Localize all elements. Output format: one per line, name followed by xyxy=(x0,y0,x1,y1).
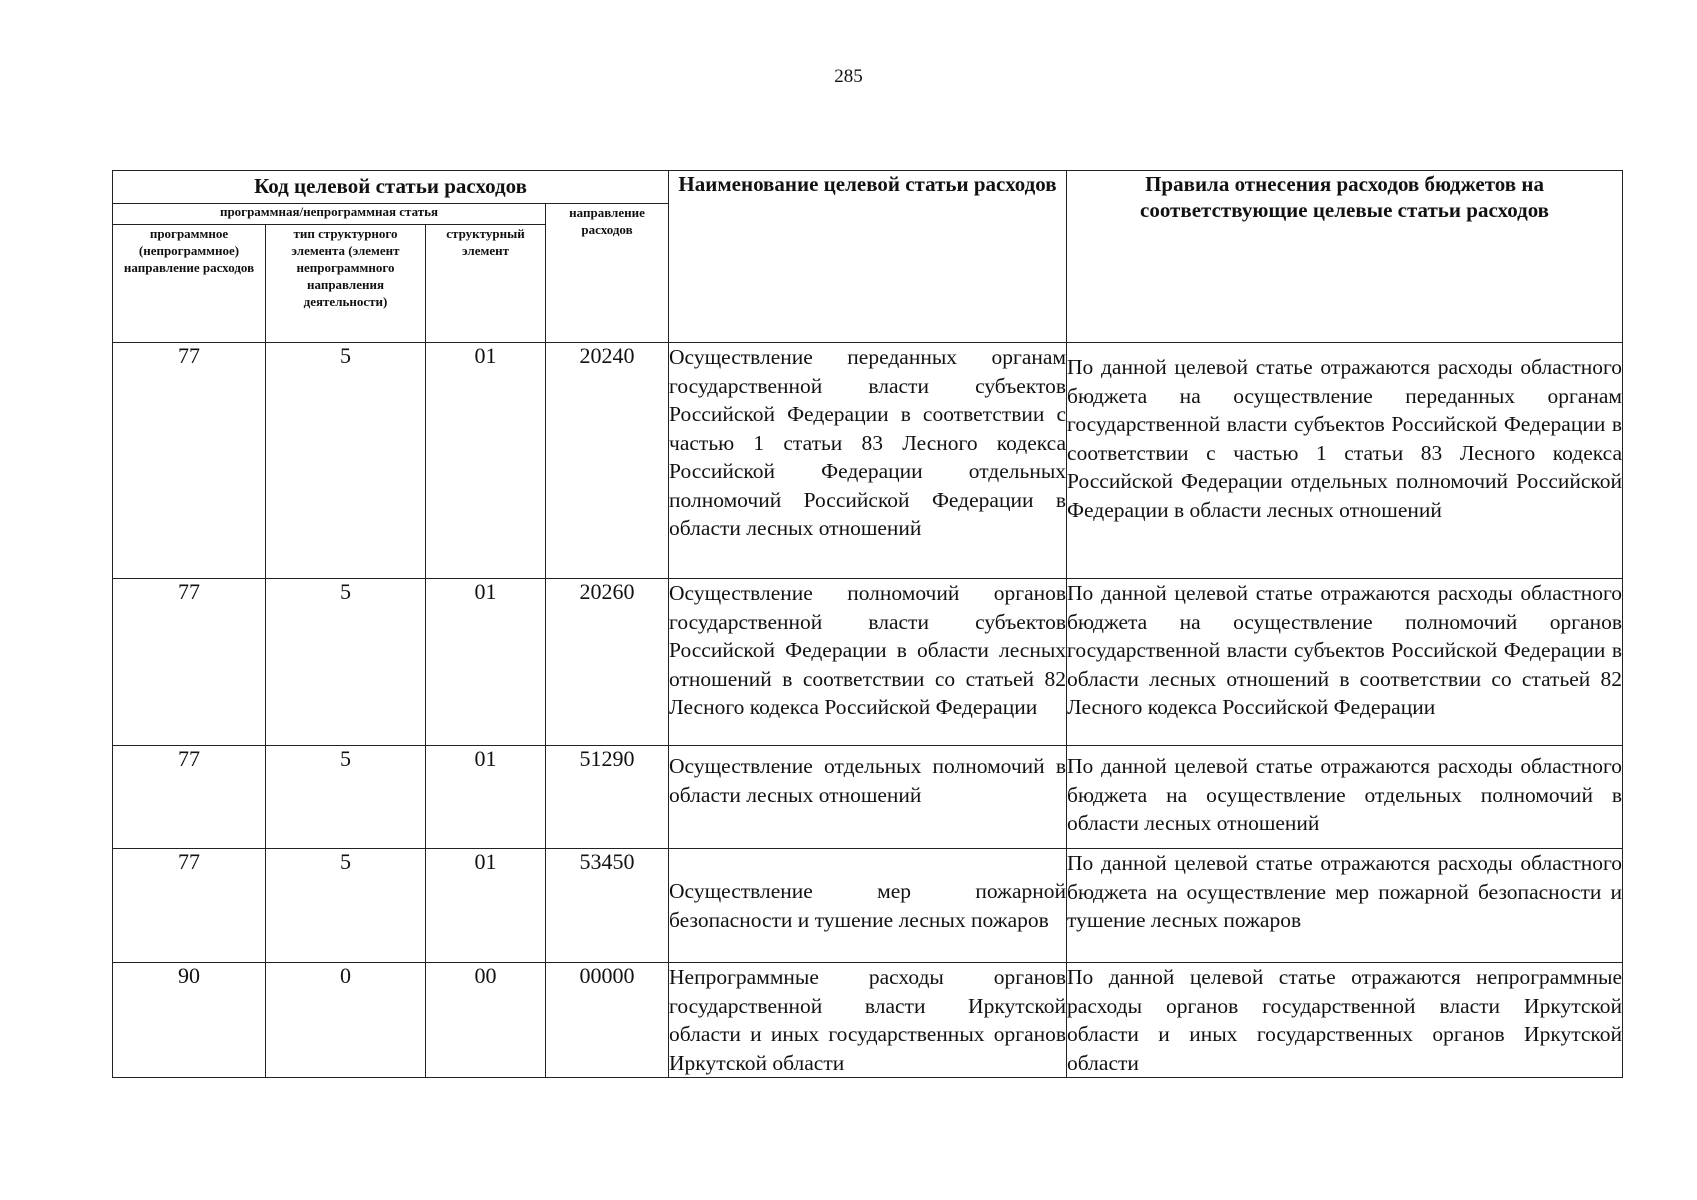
direction-code: 20260 xyxy=(546,579,669,746)
type-code: 5 xyxy=(266,343,426,579)
structural-element-header: структурный элемент xyxy=(426,225,546,343)
element-code: 01 xyxy=(426,343,546,579)
type-code: 5 xyxy=(266,849,426,963)
program-code: 77 xyxy=(113,579,266,746)
expense-name: Осуществление переданных органам государственной власти субъектов Российской Федерации в соответствии с частью 1 статьи 83 Лесного кодекса Российской Федерации отдельных полномочий Российской Федерации в области лесных отношений xyxy=(669,343,1067,579)
program-code: 77 xyxy=(113,746,266,849)
element-code: 01 xyxy=(426,579,546,746)
expense-name: Осуществление отдельных полномочий в области лесных отношений xyxy=(669,746,1067,849)
type-code: 0 xyxy=(266,963,426,1078)
name-header: Наименование целевой статьи расходов xyxy=(669,171,1067,343)
element-code: 01 xyxy=(426,849,546,963)
program-code: 77 xyxy=(113,849,266,963)
expense-name: Осуществление полномочий органов государственной власти субъектов Российской Федерации в области лесных отношений в соответствии со статьей 82 Лесного кодекса Российской Федерации xyxy=(669,579,1067,746)
expense-direction-header: направление расходов xyxy=(546,204,669,343)
direction-code: 53450 xyxy=(546,849,669,963)
direction-code: 51290 xyxy=(546,746,669,849)
page-number: 285 xyxy=(834,66,863,87)
program-direction-header: программное (непрограммное) направление расходов xyxy=(113,225,266,343)
table-row xyxy=(113,849,1623,963)
expense-name: Непрограммные расходы органов государственной власти Иркутской области и иных государственных органов Иркутской области xyxy=(669,963,1067,1078)
expense-rule: По данной целевой статье отражаются расходы областного бюджета на осуществление полномочий органов государственной власти субъектов Российской Федерации в области лесных отношений в соответствии со статьей 82 Лесного кодекса Российской Федерации xyxy=(1067,579,1623,746)
target-expense-table xyxy=(112,170,1623,1078)
element-code: 00 xyxy=(426,963,546,1078)
program-code: 77 xyxy=(113,343,266,579)
type-code: 5 xyxy=(266,746,426,849)
rules-header: Правила отнесения расходов бюджетов на соответствующие целевые статьи расходов xyxy=(1067,171,1623,343)
type-code: 5 xyxy=(266,579,426,746)
expense-rule: По данной целевой статье отражаются расходы областного бюджета на осуществление отдельных полномочий в области лесных отношений xyxy=(1067,746,1623,849)
table-row xyxy=(113,963,1623,1078)
expense-rule: По данной целевой статье отражаются расходы областного бюджета на осуществление переданных органам государственной власти субъектов Российской Федерации в соответствии с частью 1 статьи 83 Лесного кодекса Российской Федерации отдельных полномочий Российской Федерации в области лесных отношений xyxy=(1067,343,1623,579)
program-group-header: программная/непрограммная статья xyxy=(113,204,546,225)
table-row xyxy=(113,343,1623,579)
expense-rule: По данной целевой статье отражаются непрограммные расходы органов государственной власти Иркутской области и иных государственных органов Иркутской области xyxy=(1067,963,1623,1078)
table-row xyxy=(113,746,1623,849)
program-code: 90 xyxy=(113,963,266,1078)
direction-code: 00000 xyxy=(546,963,669,1078)
code-header: Код целевой статьи расходов xyxy=(113,171,669,204)
structural-type-header: тип структурного элемента (элемент непрограммного направления деятельности) xyxy=(266,225,426,343)
expense-name: Осуществление мер пожарной безопасности и тушение лесных пожаров xyxy=(669,849,1067,963)
expense-rule: По данной целевой статье отражаются расходы областного бюджета на осуществление мер пожарной безопасности и тушение лесных пожаров xyxy=(1067,849,1623,963)
element-code: 01 xyxy=(426,746,546,849)
table-row xyxy=(113,579,1623,746)
direction-code: 20240 xyxy=(546,343,669,579)
